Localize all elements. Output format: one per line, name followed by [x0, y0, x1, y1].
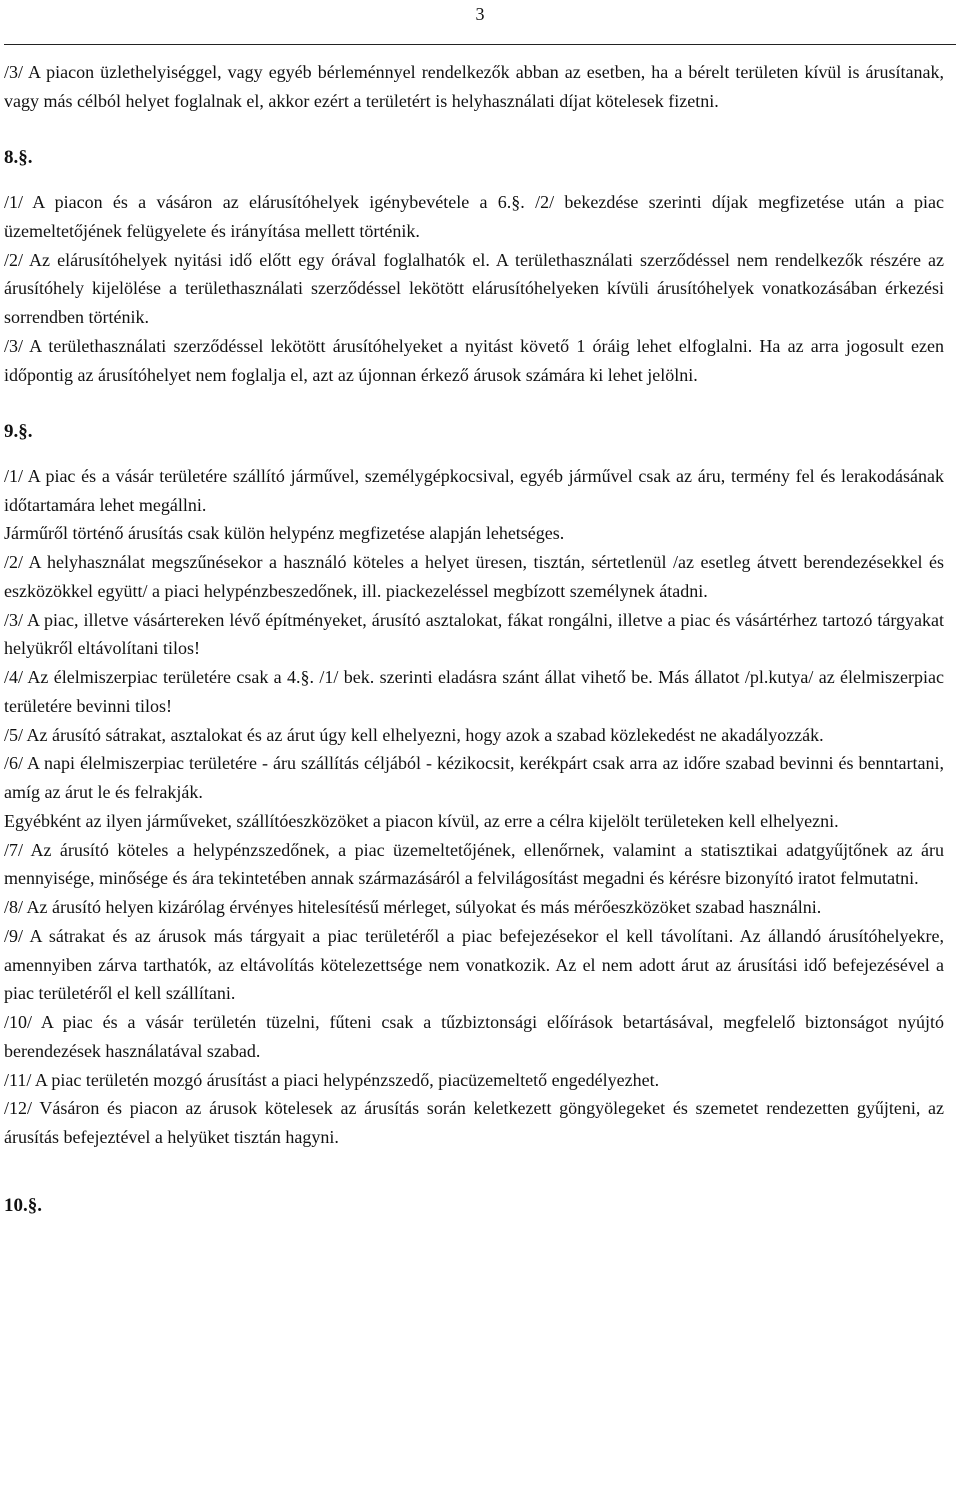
- paragraph-9-8: /8/ Az árusító helyen kizárólag érvényes hitelesítésű mérleget, súlyokat és más mérőeszközöket szabad használni.: [4, 897, 822, 917]
- paragraph-9-11: /11/ A piac területén mozgó árusítást a piaci helypénzszedő, piacüzemeltető engedélyezhet.: [4, 1069, 660, 1090]
- page-number: 3: [475, 4, 485, 24]
- paragraph-9-3: /3/ A piac, illetve vásártereken lévő építményeket, árusító asztalokat, fákat rongálni, illetve a piac és vásártérhez tartozó tárgyakat helyükről eltávolítani tilos!: [4, 609, 944, 659]
- paragraph-9-1b: Járműről történő árusítás csak külön helypénz megfizetése alapján lehetséges.: [4, 523, 565, 544]
- paragraph-9-10: /10/ A piac és a vásár területén tüzelni, fűteni csak a tűzbiztonsági előírások betartásával, megfelelő biztonságot nyújtó berendezések használatával szabad.: [4, 1012, 944, 1061]
- paragraph-9-6b: Egyébként az ilyen járműveket, szállítóeszközöket a piacon kívül, az erre a célra kijelölt területeken kell elhelyezni.: [4, 810, 839, 831]
- paragraph-9-12: /12/ Vásáron és piacon az árusok kötelesek az árusítás során keletkezett göngyölegeket és szemetet rendezetten gyűjteni, az árusítás befejeztével a helyüket tisztán hagyni.: [4, 1098, 944, 1147]
- paragraph-9-2: /2/ A helyhasználat megszűnésekor a használó köteles a helyet üresen, tisztán, sértetlenül /az esetleg átvett berendezésekkel és eszközökkel együtt/ a piaci helypénzbeszedőnek, ill. piackezeléssel megbízott személynek átadni.: [4, 552, 944, 601]
- section-heading-9: 9.§.: [4, 421, 33, 442]
- paragraph-9-4: /4/ Az élelmiszerpiac területére csak a 4.§. /1/ bek. szerinti eladásra szánt állat vihető be. Más állatot /pl.kutya/ az élelmiszerpiac területére bevinni tilos!: [4, 667, 944, 716]
- paragraph-9-1: /1/ A piac és a vásár területére szállító járművel, személygépkocsival, egyéb járművel csak az áru, termény fel és lerakodásának időtartamára lehet megállni.: [4, 465, 944, 515]
- section-heading-8: 8.§.: [4, 147, 33, 169]
- paragraph-8-2: /2/ Az elárusítóhelyek nyitási idő előtt egy órával foglalhatók el. A területhasználati szerződéssel nem rendelkezők részére az árusítóhely kijelölése a területhasználati szerződéssel lekötött elárusítóhelyeken kívüli árusítóhelyek vonatkozásában érkezési sorrendben történik.: [4, 249, 944, 327]
- paragraph-8-3: /3/ A területhasználati szerződéssel lekötött árusítóhelyeket a nyitást követő 1 óráig lehet elfoglalni. Ha az arra jogosult ezen időpontig az árusítóhelyet nem foglalja el, azt az újonnan érkező árusok számára ki lehet jelölni.: [4, 335, 944, 385]
- paragraph-9-6: /6/ A napi élelmiszerpiac területére - áru szállítás céljából - kézikocsit, kerékpárt csak arra az időre szabad bevinni és benntartani, amíg az árut le és felrakják.: [4, 753, 944, 802]
- document-body: [4, 58, 944, 1221]
- paragraph-9-7: /7/ Az árusító köteles a helypénzszedőnek, a piac üzemeltetőjének, ellenőrnek, valamint a statisztikai adatgyűjtőnek az áru mennyisége, minősége és ára tekintetében annak származásáról a felvilágosítást megadni és kérésre bizonyító iratot felmutatni.: [4, 839, 944, 889]
- section-heading-10: 10.§.: [4, 1194, 42, 1216]
- header-rule: [4, 44, 956, 45]
- paragraph-9-9: /9/ A sátrakat és az árusok más tárgyait a piac területéről a piac befejezésekor el kell távolítani. Az állandó árusítóhelyekre, amennyiben zárva tarthatók, az eltávolítás kötelezettsége nem vonatkozik. Az el nem adott árut az árusítási idő befejezésével a piac területéről el kell szállítani.: [4, 925, 944, 1004]
- paragraph-8-1: /1/ A piacon és a vásáron az elárusítóhelyek igénybevétele a 6.§. /2/ bekezdése szerinti díjak megfizetése után a piac üzemeltetőjének felügyelete és irányítása mellett történik.: [4, 192, 944, 241]
- paragraph-9-5: /5/ Az árusító sátrakat, asztalokat és az árut úgy kell elhelyezni, hogy azok a szabad közlekedést ne akadályozzák.: [4, 724, 824, 745]
- paragraph-7-3: /3/ A piacon üzlethelyiséggel, vagy egyéb bérleménnyel rendelkezők abban az esetben, ha a bérelt területen kívül is árusítanak, vagy más célból helyet foglalnak el, akkor ezért a területért is helyhasználati díjat kötelesek fizetni.: [4, 62, 944, 111]
